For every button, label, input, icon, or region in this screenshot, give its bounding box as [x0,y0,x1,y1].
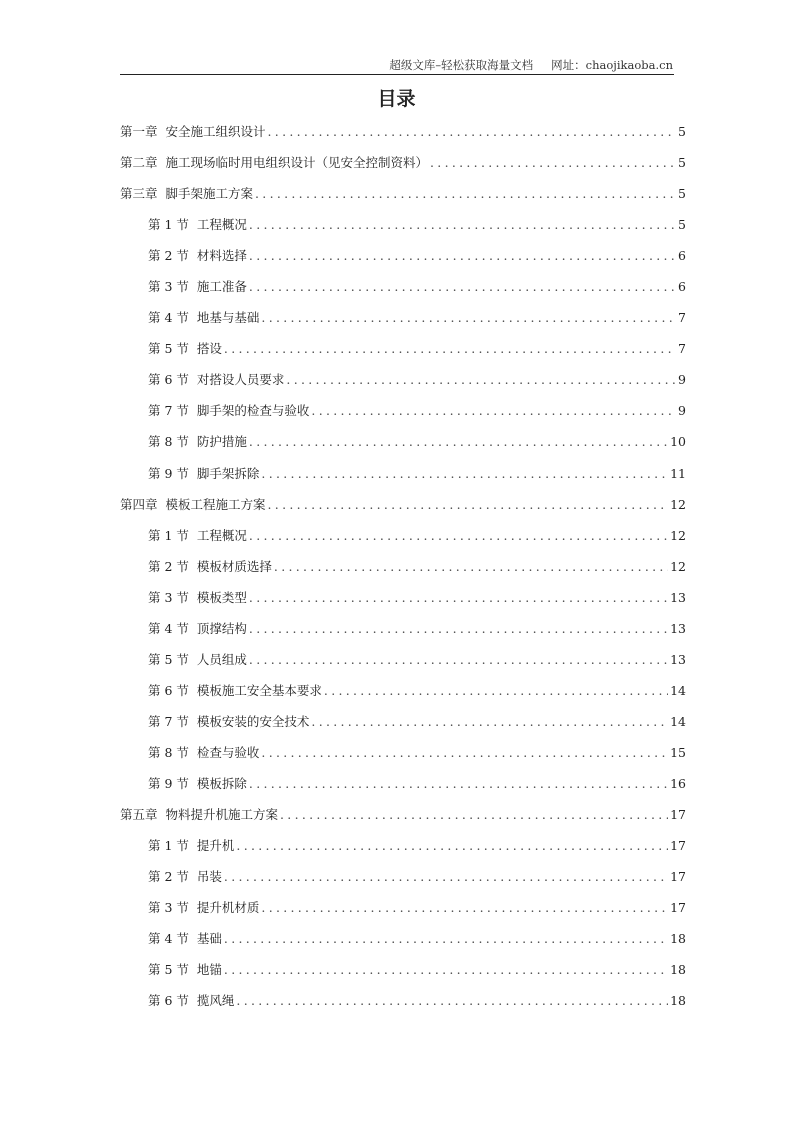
toc-entry-label [148,743,259,761]
toc-entry-page: 10 [670,434,686,450]
dot-leader [236,838,668,853]
toc-entry-number: 第 1 节 [148,217,189,233]
toc-section-entry[interactable] [120,339,686,370]
toc-entry-label [148,712,309,730]
toc-entry-title: 工程概况 [196,527,247,543]
toc-section-entry[interactable] [120,588,686,619]
dot-leader [286,372,676,387]
toc-entry-number: 第 2 节 [148,248,189,264]
toc-entry-page: 17 [670,838,686,854]
toc-entry-page: 18 [670,931,686,947]
toc-entry-number: 第 5 节 [148,962,189,978]
dot-leader [249,590,668,605]
toc-entry-number: 第三章 [120,186,158,202]
toc-entry-label [148,619,247,637]
toc-entry-number: 第 7 节 [148,403,189,419]
dot-leader [249,434,668,449]
toc-entry-title: 人员组成 [196,651,247,667]
toc-section-entry[interactable] [120,308,686,339]
toc-section-entry[interactable] [120,432,686,463]
toc-entry-label [148,464,259,482]
toc-entry-label [120,495,266,513]
toc-entry-title: 防护措施 [196,434,247,450]
toc-entry-page: 15 [670,744,686,760]
toc-entry-title: 顶撑结构 [196,620,247,636]
toc-entry-page: 13 [670,651,686,667]
toc-entry-label [148,277,247,295]
toc-entry-number: 第五章 [120,807,158,823]
toc-entry-number: 第 8 节 [148,744,189,760]
toc-entry-label [148,681,322,699]
toc-section-entry[interactable] [120,370,686,401]
toc-section-entry[interactable] [120,898,686,929]
dot-leader [249,776,668,791]
toc-entry-title: 物料提升机施工方案 [165,807,279,823]
toc-entry-label [148,991,234,1009]
toc-entry-title: 对搭设人员要求 [196,372,285,388]
toc-entry-number: 第 3 节 [148,589,189,605]
toc-chapter-entry[interactable] [120,184,686,215]
toc-entry-label [148,836,234,854]
toc-entry-page: 18 [670,993,686,1009]
dot-leader [261,466,668,481]
dot-leader [430,155,676,170]
toc-entry-title: 模板拆除 [196,775,247,791]
header-rule [120,74,674,75]
dot-leader [249,248,676,263]
dot-leader [261,310,676,325]
toc-chapter-entry[interactable] [120,153,686,184]
toc-entry-label [148,339,222,357]
toc-entry-page: 18 [670,962,686,978]
toc-entry-number: 第二章 [120,155,158,171]
toc-section-entry[interactable] [120,929,686,960]
toc-chapter-entry[interactable] [120,495,686,526]
dot-leader [249,652,668,667]
toc-entry-title: 安全施工组织设计 [165,124,266,139]
toc-entry-title: 材料选择 [196,248,247,264]
dot-leader [249,528,668,543]
toc-entry-number: 第 4 节 [148,931,189,947]
toc-entry-title: 提升机 [196,838,235,854]
toc-entry-title: 地基与基础 [196,310,260,326]
toc-entry-page: 16 [670,775,686,791]
toc-entry-page: 7 [678,341,686,357]
toc-entry-label [148,867,222,885]
toc-entry-label [148,960,222,978]
dot-leader [249,279,676,294]
toc-entry-page: 6 [678,248,686,264]
toc-section-entry[interactable] [120,215,686,246]
toc-entry-label [148,929,222,947]
toc-entry-label [148,432,247,450]
toc-section-entry[interactable] [120,464,686,495]
dot-leader [249,217,676,232]
toc-entry-title: 揽风绳 [196,993,235,1009]
toc-entry-title: 模板施工安全基本要求 [196,682,322,698]
header-url: 网址：chaojikaoba.cn [551,58,673,72]
toc-entry-label [148,401,309,419]
toc-entry-title: 施工准备 [196,279,247,295]
toc-entry-label [120,153,428,171]
dot-leader [249,621,668,636]
toc-entry-title: 模板类型 [196,589,247,605]
toc-section-entry[interactable] [120,246,686,277]
toc-entry-title: 吊装 [196,869,222,885]
toc-entry-label [148,308,259,326]
toc-entry-number: 第 4 节 [148,310,189,326]
toc-entry-title: 模板材质选择 [196,558,272,574]
toc-entry-page: 14 [670,713,686,729]
header-site: 超级文库–轻松获取海量文档 [389,58,534,72]
toc-section-entry[interactable] [120,619,686,650]
toc-entry-title: 提升机材质 [196,900,260,916]
toc-entry-number: 第 9 节 [148,775,189,791]
toc-entry-page: 12 [670,558,686,574]
toc-entry-page: 12 [670,496,686,512]
toc-entry-label [148,650,247,668]
toc-entry-number: 第四章 [120,496,158,512]
toc-entry-title: 地锚 [196,962,222,978]
toc-entry-number: 第 8 节 [148,434,189,450]
toc-entry-label [148,526,247,544]
toc-entry-page: 5 [678,217,686,233]
toc-entry-label [120,184,253,202]
dot-leader [280,807,668,822]
dot-leader [224,962,668,977]
toc-section-entry[interactable] [120,960,686,991]
toc-entry-title: 搭设 [196,341,222,357]
toc-entry-label [148,588,247,606]
toc-section-entry[interactable] [120,650,686,681]
dot-leader [268,497,669,512]
toc-entry-number: 第 4 节 [148,620,189,636]
toc-entry-page: 12 [670,527,686,543]
toc-entry-page: 17 [670,900,686,916]
toc-entry-title: 检查与验收 [196,744,260,760]
toc-entry-page: 6 [678,279,686,295]
toc-entry-number: 第 5 节 [148,341,189,357]
toc-entry-title: 模板安装的安全技术 [196,713,310,729]
toc-entry-page: 9 [678,372,686,388]
dot-leader [261,745,668,760]
dot-leader [311,714,668,729]
dot-leader [255,186,676,201]
dot-leader [224,931,668,946]
toc-section-entry[interactable] [120,401,686,432]
toc-entry-number: 第 3 节 [148,279,189,295]
toc-entry-page: 11 [670,465,686,481]
toc-entry-number: 第 5 节 [148,651,189,667]
dot-leader [268,124,677,139]
toc-entry-title: 脚手架的检查与验收 [196,403,310,419]
toc-section-entry[interactable] [120,681,686,712]
toc-entry-page: 17 [670,807,686,823]
toc-section-entry[interactable] [120,557,686,588]
toc-entry-page: 5 [678,124,686,139]
toc-entry-number: 第 7 节 [148,713,189,729]
toc-entry-label [148,370,284,388]
toc-entry-number: 第 6 节 [148,682,189,698]
toc-entry-number: 第 3 节 [148,900,189,916]
toc-entry-number: 第 6 节 [148,993,189,1009]
toc-entry-number: 第一章 [120,124,158,139]
toc-entry-label [120,805,278,823]
toc-chapter-entry[interactable] [120,122,686,153]
toc-section-entry[interactable] [120,712,686,743]
toc-section-entry[interactable] [120,991,686,1022]
toc-entry-page: 7 [678,310,686,326]
toc-section-entry[interactable] [120,774,686,805]
page-title: 目录 [377,88,416,110]
toc-entry-number: 第 1 节 [148,838,189,854]
toc-entry-page: 9 [678,403,686,419]
toc-section-entry[interactable] [120,277,686,308]
dot-leader [224,341,676,356]
toc-entry-number: 第 9 节 [148,465,189,481]
toc-entry-number: 第 1 节 [148,527,189,543]
toc-entry-label [148,215,247,233]
dot-leader [274,559,668,574]
toc-entry-title: 模板工程施工方案 [165,496,266,512]
toc-entry-label [148,246,247,264]
toc-entry-page: 5 [678,155,686,171]
dot-leader [261,900,668,915]
toc-entry-title: 脚手架施工方案 [165,186,254,202]
toc-entry-title: 施工现场临时用电组织设计（见安全控制资料） [165,155,429,171]
toc-entry-title: 工程概况 [196,217,247,233]
toc-entry-title: 脚手架拆除 [196,465,260,481]
toc-entry-label [120,122,266,140]
toc-entry-page: 13 [670,620,686,636]
toc-entry-label [148,898,259,916]
toc-section-entry[interactable] [120,526,686,557]
table-of-contents [120,122,686,1022]
toc-entry-page: 13 [670,589,686,605]
toc-entry-number: 第 2 节 [148,558,189,574]
dot-leader [236,993,668,1008]
dot-leader [311,403,676,418]
toc-entry-page: 5 [678,186,686,202]
toc-section-entry[interactable] [120,867,686,898]
toc-entry-page: 17 [670,869,686,885]
dot-leader [224,869,668,884]
toc-section-entry[interactable] [120,743,686,774]
toc-section-entry[interactable] [120,836,686,867]
toc-entry-number: 第 2 节 [148,869,189,885]
page-header [120,57,673,73]
toc-chapter-entry[interactable] [120,805,686,836]
dot-leader [324,683,668,698]
toc-entry-label [148,557,272,575]
toc-entry-number: 第 6 节 [148,372,189,388]
toc-entry-page: 14 [670,682,686,698]
toc-entry-title: 基础 [196,931,222,947]
toc-entry-label [148,774,247,792]
